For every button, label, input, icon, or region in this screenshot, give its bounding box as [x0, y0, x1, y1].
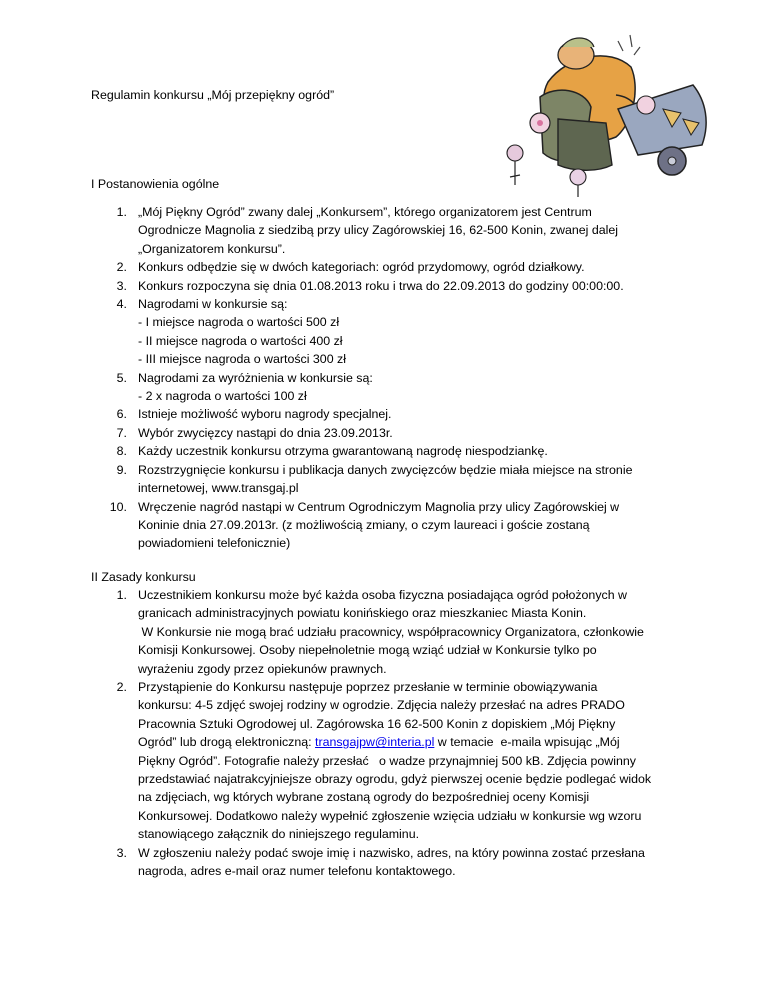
item-number: 2. — [116, 260, 127, 275]
item-text-line: „Organizatorem konkursu”. — [138, 241, 286, 256]
list-item — [91, 424, 691, 442]
item-text-line: Wybór zwycięzcy nastąpi do dnia 23.09.2013r. — [138, 425, 393, 440]
item-text-line: granicach administracyjnych powiatu konińskiego oraz mieszkaniec Miasta Konin. — [138, 606, 587, 621]
item-text-line: Pracownia Sztuki Ogrodowej ul. Zagórowska 16 62-500 Konin z dopiskiem „Mój Piękny — [138, 716, 616, 731]
prize-line: - II miejsce nagroda o wartości 400 zł — [138, 333, 343, 348]
item-number: 9. — [116, 462, 127, 477]
item-text-line: nagroda, adres e-mail oraz numer telefonu kontaktowego. — [138, 864, 456, 879]
list-item — [91, 295, 691, 369]
item-number: 1. — [116, 205, 127, 219]
item-text-line: Konkurs rozpoczyna się dnia 01.08.2013 roku i trwa do 22.09.2013 do godziny 00:00:00. — [138, 278, 624, 293]
prize-line: - III miejsce nagroda o wartości 300 zł — [138, 352, 346, 367]
item-text-line: Nagrodami w konkursie są: — [138, 297, 288, 312]
item-text-line: na zdjęciach, wg których wybrane zostaną ogrody do bezpośredniej oceny Komisji — [138, 790, 590, 805]
item-number: 2. — [116, 680, 127, 695]
item-text-line: Rozstrzygnięcie konkursu i publikacja danych zwycięzców będzie miała miejsce na stronie — [138, 462, 633, 477]
item-text-line: Ogrodnicze Magnolia z siedzibą przy ulicy Zagórowskiej 16, 62-500 Konin, zwanej dalej — [138, 223, 619, 238]
email-line-after: w temacie e-maila wpisując „Mój — [434, 735, 620, 750]
section-heading-zasady: II Zasady konkursu — [91, 570, 196, 584]
item-number: 10. — [109, 499, 127, 514]
item-number: 5. — [116, 370, 127, 385]
list-item — [91, 586, 691, 678]
list-item — [91, 369, 691, 406]
general-provisions-list — [91, 203, 691, 553]
list-item — [91, 258, 691, 276]
item-text-line: stanowiącego załącznik do niniejszego regulaminu. — [138, 827, 420, 842]
item-text-line: Koninie dnia 27.09.2013r. (z możliwością zmiany, o czym laureaci i goście zostaną — [138, 517, 590, 532]
email-link[interactable]: transgajpw@interia.pl — [315, 735, 435, 750]
item-number: 3. — [116, 845, 127, 860]
item-text-line: „Mój Piękny Ogród” zwany dalej „Konkursem”, którego organizatorem jest Centrum — [138, 205, 592, 219]
list-item — [91, 277, 691, 295]
item-text-line: przedstawiać najatrakcyjniejsze obrazy ogrodu, gdyż pierwszej ocenie będzie podlegać widok — [138, 772, 652, 787]
contest-rules-list — [91, 586, 691, 881]
item-text-line: Istnieje możliwość wyboru nagrody specjalnej. — [138, 407, 392, 422]
item-text-line: internetowej, www.transgaj.pl — [138, 481, 299, 496]
email-line-before: Ogród” lub drogą elektroniczną: — [138, 735, 316, 750]
item-text-line: W Konkursie nie mogą brać udziału pracownicy, współpracownicy Organizatora, członkowie — [138, 624, 644, 639]
item-text-line: Wręczenie nagród nastąpi w Centrum Ogrodniczym Magnolia przy ulicy Zagórowskiej w — [138, 499, 620, 514]
list-item — [91, 461, 691, 498]
item-text-line: konkursu: 4-5 zdjęć swojej rodziny w ogrodzie. Zdjęcia należy przesłać na adres PRADO — [138, 698, 625, 713]
list-item — [91, 442, 691, 460]
section-heading-postanowienia: I Postanowienia ogólne — [91, 177, 220, 191]
item-text-line: Konkursowej. Dodatkowo należy wypełnić zgłoszenie wzięcia udziału w konkursie wg wzoru — [138, 808, 642, 823]
item-number: 3. — [116, 278, 127, 293]
item-text-line: wyrażeniu zgody przez opiekunów prawnych. — [138, 661, 387, 676]
list-item — [91, 678, 691, 844]
prize-line: - 2 x nagroda o wartości 100 zł — [138, 389, 307, 404]
prize-line: - I miejsce nagroda o wartości 500 zł — [138, 315, 340, 330]
gardener-wheelbarrow-clipart — [488, 27, 720, 197]
item-text-line: Komisji Konkursowej. Osoby niepełnoletnie mogą wziąć udział w Konkursie tylko po — [138, 643, 597, 658]
item-text-line: powiadomieni telefonicznie) — [138, 536, 291, 551]
item-text-line: Każdy uczestnik konkursu otrzyma gwarantowaną nagrodę niespodziankę. — [138, 444, 548, 459]
list-item — [91, 203, 691, 258]
item-number: 7. — [116, 425, 127, 440]
item-text-line: Przystąpienie do Konkursu następuje poprzez przesłanie w terminie obowiązywania — [138, 680, 598, 695]
page-title: Regulamin konkursu „Mój przepiękny ogród” — [91, 88, 335, 102]
item-text-line: W zgłoszeniu należy podać swoje imię i nazwisko, adres, na który powinna zostać przesłana — [138, 845, 645, 860]
item-number: 6. — [116, 407, 127, 422]
item-number: 4. — [116, 297, 127, 312]
email-text-line — [138, 733, 691, 751]
item-text-line: Piękny Ogród”. Fotografie należy przesłać o wadze przynajmniej 500 kB. Zdjęcia powinny — [138, 753, 636, 768]
item-text-line: Uczestnikiem konkursu może być każda osoba fizyczna posiadająca ogród położonych w — [138, 588, 627, 602]
list-item — [91, 405, 691, 423]
item-number: 1. — [116, 588, 127, 602]
item-text-line: Konkurs odbędzie się w dwóch kategoriach: ogród przydomowy, ogród działkowy. — [138, 260, 585, 275]
item-text-line: Nagrodami za wyróżnienia w konkursie są: — [138, 370, 373, 385]
item-number: 8. — [116, 444, 127, 459]
list-item — [91, 844, 691, 881]
list-item — [91, 498, 691, 553]
